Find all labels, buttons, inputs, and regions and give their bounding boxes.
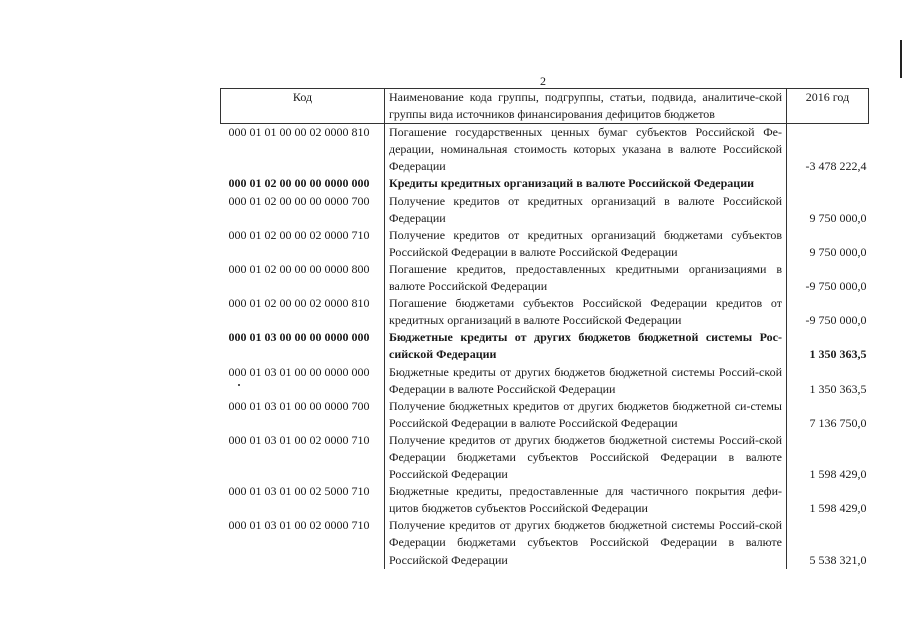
row-value: 1 598 429,0 xyxy=(809,501,867,516)
row-value: 1 598 429,0 xyxy=(809,467,867,482)
row-code: 000 01 03 01 00 02 0000 710 xyxy=(228,518,370,533)
row-code: 000 01 02 00 00 00 0000 000 xyxy=(228,176,370,191)
row-code: 000 01 02 00 00 00 0000 800 xyxy=(228,261,370,276)
row-code: 000 01 02 00 00 00 0000 700 xyxy=(228,193,370,208)
row-value: 1 350 363,5 xyxy=(809,381,867,396)
row-value: -9 750 000,0 xyxy=(805,279,867,294)
row-code: 000 01 02 00 00 02 0000 710 xyxy=(228,227,370,242)
row-code: 000 01 01 00 00 02 0000 810 xyxy=(228,125,370,140)
row-code: 000 01 03 01 00 02 5000 710 xyxy=(228,484,370,499)
row-name: Бюджетные кредиты от других бюджетов бюджетной системы Рос-сийской Федерации xyxy=(385,329,787,363)
row-name: Погашение государственных ценных бумаг субъектов Российской Фе-дерации, номинальная стоимость которых указана в валюте Российской Федерации xyxy=(385,124,787,176)
row-name: Получение кредитов от кредитных организаций в валюте Российской Федерации xyxy=(385,193,787,227)
row-name: Получение кредитов от других бюджетов бюджетной системы Россий-ской Федерации бюджетами субъектов Российской Федерации в валюте Российской Федерации xyxy=(385,517,787,568)
table-row xyxy=(221,227,869,261)
row-value: 9 750 000,0 xyxy=(809,210,867,225)
budget-sources-table xyxy=(220,88,869,569)
header-name: Наименование кода группы, подгруппы, статьи, подвида, аналитиче-ской группы вида источников финансирования дефицитов бюджетов xyxy=(385,89,787,124)
table-row xyxy=(221,124,869,176)
row-value: 9 750 000,0 xyxy=(809,244,867,259)
table-header-row xyxy=(221,89,869,124)
table-row xyxy=(221,193,869,227)
table-row xyxy=(221,432,869,483)
page-number: 2 xyxy=(540,74,546,88)
table-row xyxy=(221,261,869,295)
table-row xyxy=(221,364,869,398)
row-code: 000 01 02 00 00 02 0000 810 xyxy=(228,296,370,311)
row-code: 000 01 03 01 00 00 0000 000 xyxy=(228,364,370,379)
row-value: 1 350 363,5 xyxy=(809,347,867,362)
row-name: Получение кредитов от кредитных организаций бюджетами субъектов Российской Федерации в валюте Российской Федерации xyxy=(385,227,787,261)
table-row xyxy=(221,483,869,517)
row-name: Бюджетные кредиты от других бюджетов бюджетной системы Россий-ской Федерации в валюте Российской Федерации xyxy=(385,364,787,398)
row-value xyxy=(787,175,869,192)
table-body xyxy=(221,124,869,569)
row-name: Бюджетные кредиты, предоставленные для частичного покрытия дефи-цитов бюджетов субъектов Российской Федерации xyxy=(385,483,787,517)
row-name: Получение кредитов от других бюджетов бюджетной системы Россий-ской Федерации бюджетами субъектов Российской Федерации в валюте Российской Федерации xyxy=(385,432,787,483)
table-row xyxy=(221,517,869,568)
row-name: Получение бюджетных кредитов от других бюджетов бюджетной си-стемы Российской Федерации в валюте Российской Федерации xyxy=(385,398,787,432)
page-edge-mark xyxy=(900,40,902,78)
table-row xyxy=(221,329,869,363)
row-value: -9 750 000,0 xyxy=(805,313,867,328)
table-row xyxy=(221,175,869,192)
row-code: 000 01 03 01 00 00 0000 700 xyxy=(228,398,370,413)
row-code: 000 01 03 01 00 02 0000 710 xyxy=(228,432,370,447)
row-value: 5 538 321,0 xyxy=(809,552,867,567)
table-row xyxy=(221,398,869,432)
row-code: 000 01 03 00 00 00 0000 000 xyxy=(228,330,370,345)
header-year: 2016 год xyxy=(787,89,869,124)
row-name: Погашение бюджетами субъектов Российской Федерации кредитов от кредитных организаций в валюте Российской Федерации xyxy=(385,295,787,329)
row-name: Кредиты кредитных организаций в валюте Российской Федерации xyxy=(385,175,787,192)
row-value: -3 478 222,4 xyxy=(805,159,867,174)
row-value: 7 136 750,0 xyxy=(809,415,867,430)
table-row xyxy=(221,295,869,329)
row-name: Погашение кредитов, предоставленных кредитными организациями в валюте Российской Федерации xyxy=(385,261,787,295)
header-code: Код xyxy=(221,89,385,124)
